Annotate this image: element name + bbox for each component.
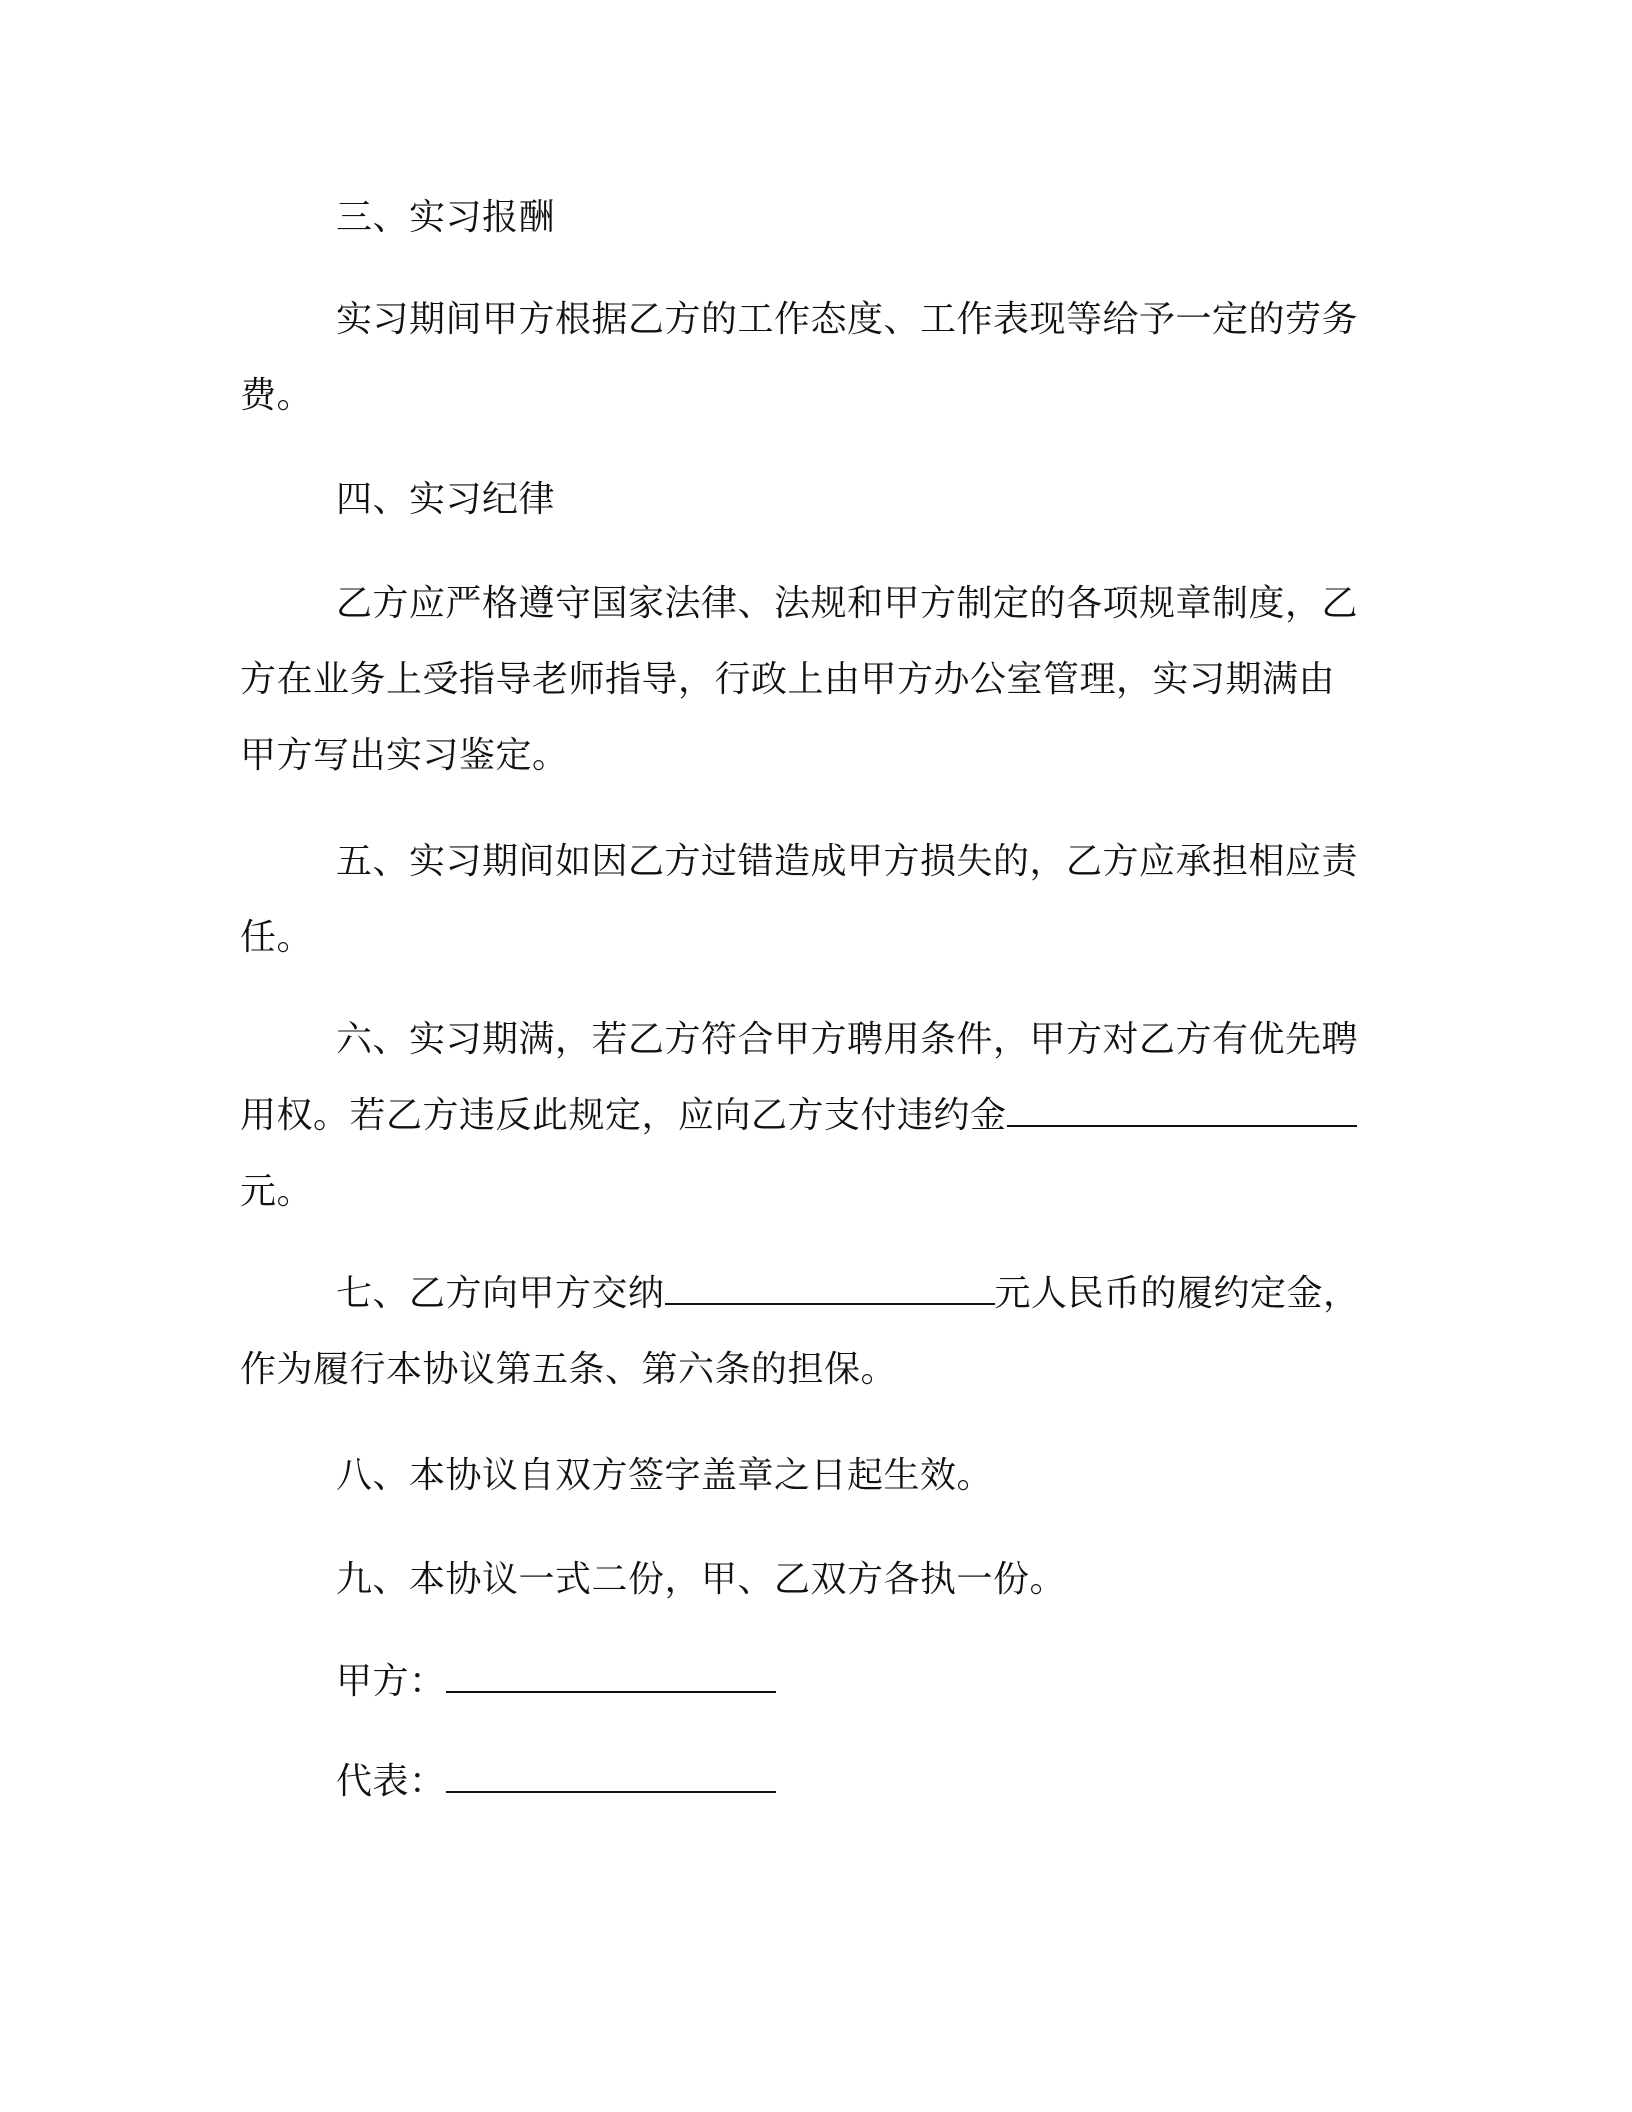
clause-nine: 九、本协议一式二份，甲、乙双方各执一份。 <box>336 1559 1067 1600</box>
clause-eight: 八、本协议自双方签字盖章之日起生效。 <box>336 1455 994 1496</box>
clause-six-suffix: 元。 <box>240 1171 314 1212</box>
clause-seven-suffix: 元人民币的履约定金，作为履行本协议第五条、第六条的担保。 <box>240 1273 1360 1390</box>
clause-seven <box>240 1256 1370 1408</box>
clause-five: 五、实习期间如因乙方过错造成甲方损失的，乙方应承担相应责任。 <box>240 841 1359 958</box>
party-a-blank <box>446 1661 776 1693</box>
representative-blank <box>446 1761 776 1793</box>
clause-seven-text: 七、乙方向甲方交纳 <box>336 1273 665 1314</box>
clause-six-text: 六、实习期满，若乙方符合甲方聘用条件，甲方对乙方有优先聘用权。若乙方违反此规定，应向乙方支付违约金 <box>240 1019 1359 1136</box>
section-heading-discipline: 四、实习纪律 <box>336 479 556 520</box>
section-heading-compensation: 三、实习报酬 <box>336 197 556 238</box>
paragraph-discipline: 乙方应严格遵守国家法律、法规和甲方制定的各项规章制度，乙方在业务上受指导老师指导，行政上由甲方办公室管理，实习期满由甲方写出实习鉴定。 <box>240 583 1359 776</box>
clause-six <box>240 1002 1370 1230</box>
signature-representative <box>240 1744 1370 1820</box>
deposit-amount-blank <box>665 1273 995 1305</box>
signature-party-a <box>240 1644 1370 1720</box>
penalty-amount-blank <box>1007 1095 1357 1127</box>
paragraph-compensation: 实习期间甲方根据乙方的工作态度、工作表现等给予一定的劳务费。 <box>240 299 1359 416</box>
representative-label: 代表： <box>336 1761 446 1802</box>
party-a-label: 甲方： <box>336 1661 446 1702</box>
